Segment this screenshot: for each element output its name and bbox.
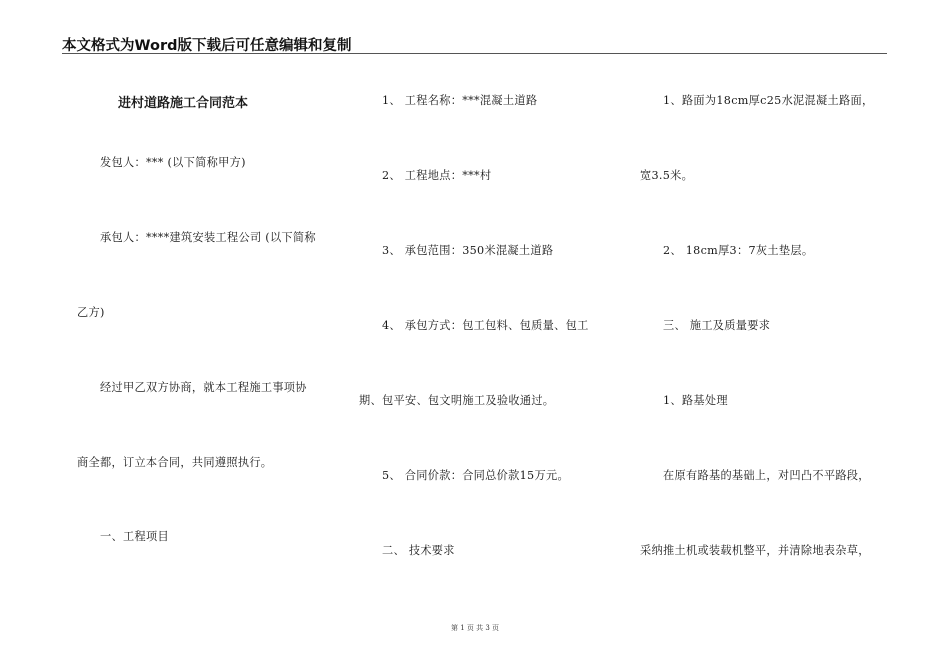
right-line-2: 宽3.5米。 — [640, 169, 694, 182]
document-title: 进村道路施工合同范本 — [118, 96, 249, 111]
left-line-1: 发包人：*** (以下简称甲方) — [100, 156, 246, 169]
page-number: 第 1 页 共 3 页 — [450, 624, 500, 632]
right-line-4: 三、 施工及质量要求 — [663, 319, 771, 332]
middle-line-7: 二、 技术要求 — [382, 544, 455, 557]
left-line-5: 商全都，订立本合同，共同遵照执行。 — [77, 456, 273, 469]
right-line-5: 1、路基处理 — [663, 394, 728, 407]
document-header: 本文格式为Word版下载后可任意编辑和复制 — [62, 38, 352, 54]
middle-line-4: 4、 承包方式：包工包料、包质量、包工 — [382, 319, 589, 332]
right-line-7: 采纳推土机或装载机整平，并清除地表杂草， — [640, 544, 870, 557]
right-line-6: 在原有路基的基础上，对凹凸不平路段， — [663, 469, 870, 482]
middle-line-1: 1、 工程名称：***混凝土道路 — [382, 94, 538, 107]
left-line-6: 一、工程项目 — [100, 530, 169, 543]
right-line-3: 2、 18cm厚3：7灰土垫层。 — [663, 244, 814, 257]
left-line-2: 承包人：****建筑安装工程公司 (以下简称 — [100, 231, 316, 244]
left-line-3: 乙方) — [77, 306, 105, 319]
middle-line-2: 2、 工程地点：***村 — [382, 169, 492, 182]
right-line-1: 1、路面为18cm厚c25水泥混凝土路面， — [663, 94, 874, 107]
middle-line-3: 3、 承包范围：350米混凝土道路 — [382, 244, 554, 257]
middle-line-6: 5、 合同价款：合同总价款15万元。 — [382, 469, 569, 482]
left-line-4: 经过甲乙双方协商，就本工程施工事项协 — [100, 381, 307, 394]
middle-line-5: 期、包平安、包文明施工及验收通过。 — [359, 394, 555, 407]
